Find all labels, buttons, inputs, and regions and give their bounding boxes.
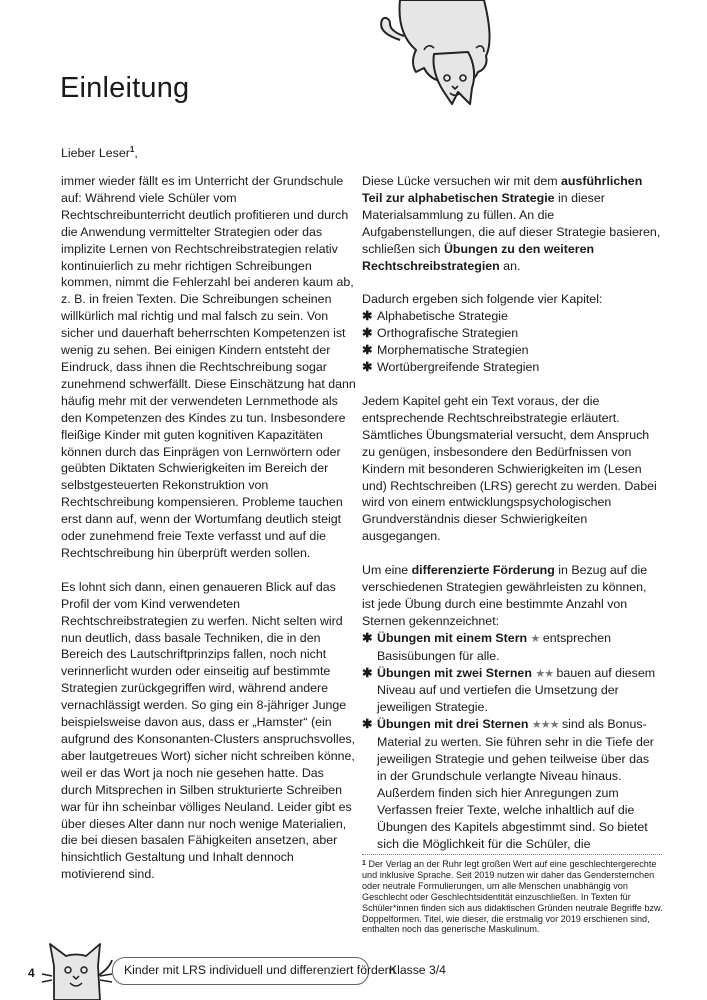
footnote-ref: 1 [129, 145, 135, 154]
three-stars-icon: ★★★ [531, 719, 559, 732]
chapter-text-paragraph: Jedem Kapitel geht ein Text voraus, der die entsprechende Rechtschreibstrategie erläutert. Sämtliches Übungsmaterial versucht, dem Anspruch zu genügen, insbesondere den Bedürfnissen von Kindern mit besonderen Schwierigkeiten im (Lesen und) Rechtschreiben (LRS) gerecht zu werden. Dabei wird von einem entwicklungspsychologischen Grundverständnis dieser Schwierigkeiten ausgegangen. [362, 393, 657, 544]
asterisk-bullet-icon: ✱ [362, 326, 373, 341]
intro-paragraph-1: immer wieder fällt es im Unterricht der Grundschule auf: Während viele Schüler vom Rechtschreibunterricht deutlich profitieren und durch die Anwendung vermittelter Strategien oder das implizite Lernen von Rechtschreibstrategien relativ kontinuierlich zu mehr richtigen Schreibungen kommen, nimmt die Fehlerzahl bei anderen kaum ab, z. B. in freien Texten. Die Schreibungen scheinen willkürlich mal richtig und mal falsch zu sein. Von sicher und dauerhaft beherrschten Kompetenzen ist wenig zu sehen. Bei einigen Kindern entsteht der Eindruck, dass ihnen die Rechtschreibung sogar zunehmend schwerfällt. Diese Einschätzung hat dann häufig mehr mit der verwendeten Lernmethode als den Kompetenzen des Kindes zu tun. Insbesondere fleißige Kinder mit guten kognitiven Kapazitäten können durch das Einprägen von Lernwörtern oder geübten Diktaten Schwierigkeiten im Bereich der selbstgesteuerten Rekonstruktion von Rechtschreibung kompensieren. Probleme tauchen erst dann auf, wenn der Wortumfang deutlich steigt oder zunehmend freie Texte verfasst und auf die Rechtschreibung hin überprüft werden sollen. [61, 174, 356, 560]
page-title: Einleitung [60, 72, 190, 104]
right-column [362, 173, 662, 870]
chapters-intro: Dadurch ergeben sich folgende vier Kapitel: [362, 292, 603, 307]
list-item: ✱ Alphabetische Strategie [362, 309, 508, 324]
cat-peeking-icon [40, 936, 120, 1000]
asterisk-bullet-icon: ✱ [362, 665, 373, 680]
asterisk-bullet-icon: ✱ [362, 309, 373, 324]
asterisk-bullet-icon: ✱ [362, 717, 373, 732]
salutation: Lieber Leser$^1$, [61, 145, 138, 161]
list-item: ✱ Übungen mit einem Stern ★ entsprechen Basisübungen für alle. [362, 630, 612, 663]
list-item: ✱ Wortübergreifende Strategien [362, 360, 540, 375]
footnote: $^1$ Der Verlag an der Ruhr legt großen Wert auf eine geschlechtergerechte und inklusive Sprache. Seit 2019 nutzen wir daher das Gendersternchen oder neutrale Formulierungen, um alle Menschen unabhängig von Geschlecht oder Geschlechtsidentität einzuschließen. In Texten für Schüler*innen finden sich aus didaktischen Gründen neutrale Begriffe bzw. Doppelformen. Titel, wie dieser, die erstmalig vor 2019 erschienen sind, enthalten noch das generische Maskulinum. [362, 859, 663, 935]
footnote-number: 1 [362, 860, 366, 867]
list-item: ✱ Übungen mit zwei Sternen ★★ bauen auf diesem Niveau auf und vertiefen die Umsetzung der jeweiligen Strategie. [362, 665, 656, 715]
gap-paragraph: Diese Lücke versuchen wir mit dem ausführlichen Teil zur alphabetischen Strategie in dieser Materialsammlung zu füllen. An die Aufgabenstellungen, die auf dieser Strategie basieren, schließen sich Übungen zu den weiteren Rechtschreibstrategien an. [362, 174, 661, 273]
asterisk-bullet-icon: ✱ [362, 630, 373, 645]
left-column [61, 173, 357, 900]
asterisk-bullet-icon: ✱ [362, 343, 373, 358]
page-number: 4 [28, 966, 35, 980]
one-star-icon: ★ [530, 632, 540, 645]
differentiation-paragraph: Um eine differenzierte Förderung in Bezug auf die verschiedenen Strategien gewährleisten zu können, ist jede Übung durch eine bestimmte Anzahl von Sternen gekennzeichnet: [362, 563, 648, 628]
two-stars-icon: ★★ [535, 667, 554, 680]
list-item: ✱ Orthografische Strategien [362, 326, 519, 341]
asterisk-bullet-icon: ✱ [362, 360, 373, 375]
list-item: ✱ Morphematische Strategien [362, 343, 529, 358]
footnote-divider [362, 854, 662, 855]
footer-title: Kinder mit LRS individuell und differenziert fördern [124, 963, 396, 977]
chapter-list [362, 308, 662, 376]
list-item: ✱ Übungen mit drei Sternen ★★★ sind als Bonus-Material zu werten. Sie führen sehr in die Tiefe der jeweiligen Strategie und gehen teilweise über das in der Grundschule verlangte Niveau hinaus. Außerdem finden sich hier Anregungen zum Verfassen freier Texte, welche inhaltlich auf die Übungen des Kapitels abgestimmt sind. So bietet sich die Möglichkeit für die Schüler, die [362, 717, 654, 851]
cat-hanging-icon [372, 0, 500, 105]
level-list [362, 630, 662, 853]
intro-paragraph-2: Es lohnt sich dann, einen genaueren Blick auf das Profil der vom Kind verwendeten Rechtschreibstrategien zu werfen. Nicht selten wird nun deutlich, dass basale Techniken, die in den Bereich des Lautschriftprinzips fallen, noch nicht verinnerlicht wurden oder einseitig auf bestimmte Strategien zurückgegriffen wird, während andere vernachlässigt werden. So ging ein 8-jähriger Junge beispielsweise davon aus, dass er „Hamster“ (ein aufgrund des Konsonanten-Clusters anspruchsvolles, aber lautgetreues Wort) sicher nicht schreiben könne, weil er das Wort ja noch nie gesehen hatte. Das durch Mitsprechen in Silben strukturierte Schreiben war für ihn scheinbar völliges Neuland. Leider gibt es über dieses Alter dann nur noch wenige Materialien, die bei diesen basalen Fähigkeiten ansetzen, aber hinsichtlich Gestaltung und Inhalt dennoch motivierend sind. [61, 579, 356, 882]
footer-class-level: Klasse 3/4 [389, 963, 446, 977]
